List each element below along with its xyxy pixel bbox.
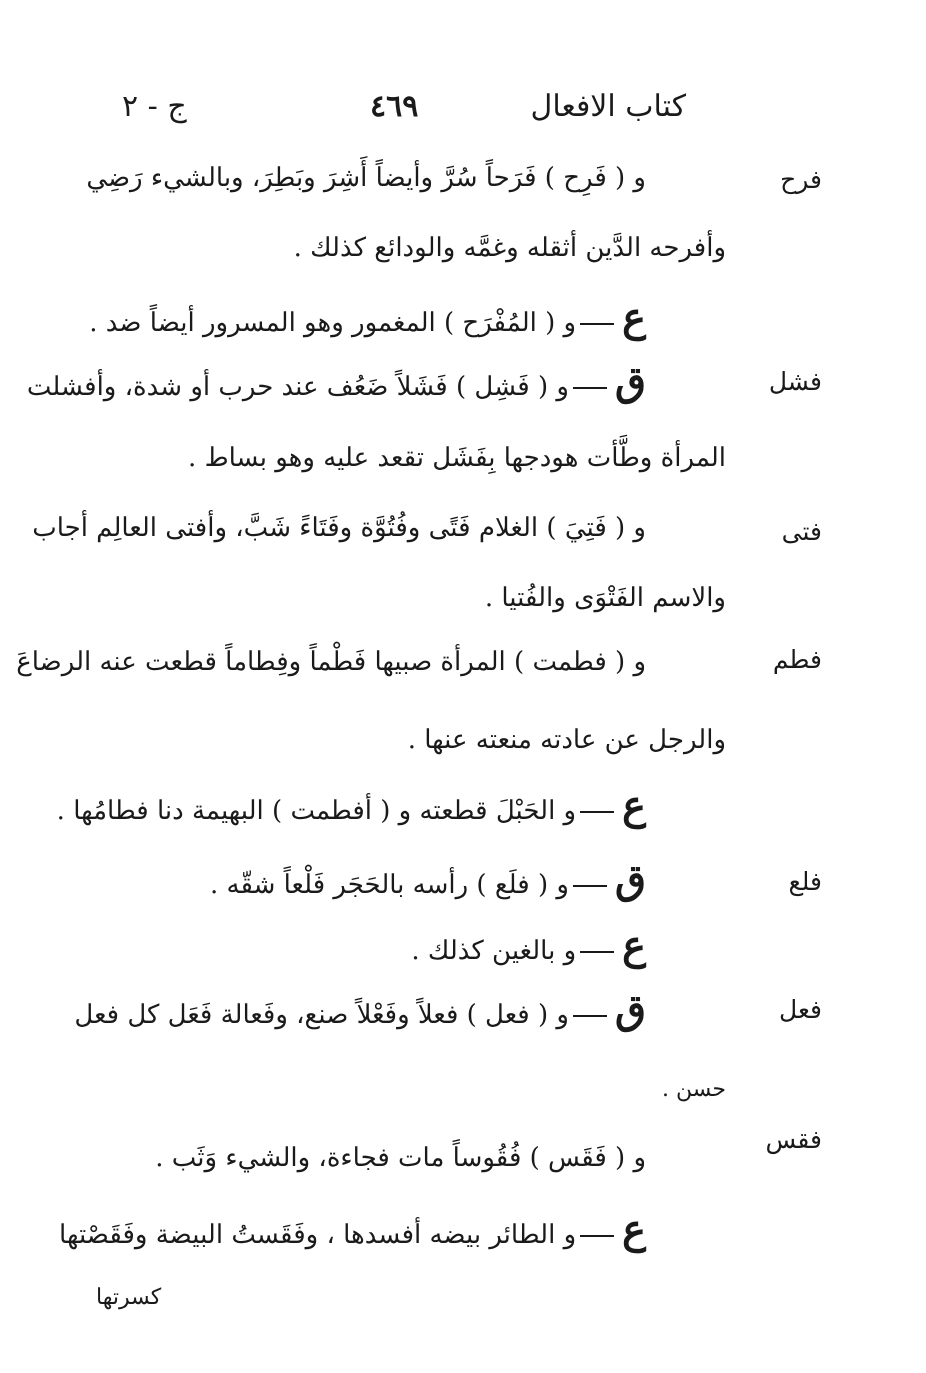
- entry-text-line: و ( فطمت ) المرأة صبيها فَطْماً وفِطاماً قطعت عنه الرضاعَ: [16, 647, 646, 677]
- source-marker: ق: [614, 856, 646, 903]
- entry-text: و بالغين كذلك .: [411, 936, 577, 966]
- entry-text-line: حسن .: [662, 1077, 726, 1102]
- source-marker: ع: [622, 294, 646, 341]
- dash-separator: [573, 1015, 607, 1017]
- entry-word: فطم: [772, 645, 822, 674]
- entry-word: فشل: [768, 367, 822, 396]
- entry-word: فعل: [779, 995, 822, 1024]
- volume-label: ج - ٢: [122, 89, 187, 124]
- entry-text-line: وأفرحه الدَّين أثقله وغمَّه والودائع كذلك .: [293, 233, 726, 263]
- dash-separator: [573, 387, 607, 389]
- source-marker: ق: [614, 358, 646, 405]
- page-number: ٤٦٩: [370, 89, 419, 124]
- entry-text-line: كسرتها: [96, 1285, 162, 1310]
- entry-text: و الطائر بيضه أفسدها ، وفَقَستُ البيضة وفَقَصْتها: [59, 1220, 577, 1250]
- dash-separator: [580, 811, 614, 813]
- entry-word: فقس: [765, 1125, 822, 1154]
- entry-text-line: والاسم الفَتْوَى والفُتيا .: [484, 583, 726, 613]
- source-marker: ع: [622, 782, 646, 829]
- source-marker: ع: [622, 922, 646, 969]
- entry-word: فرح: [780, 165, 822, 194]
- dash-separator: [573, 885, 607, 887]
- source-marker: ق: [614, 986, 646, 1033]
- entry-text: و ( فَشِل ) فَشَلاً ضَعُف عند حرب أو شدة، وأفشلت: [26, 372, 569, 402]
- entry-text-line: [57, 784, 646, 833]
- entry-text-line: [26, 358, 646, 409]
- entry-text-line: [89, 296, 646, 345]
- dash-separator: [580, 951, 614, 953]
- entry-word: فتى: [781, 517, 822, 546]
- page-header: [0, 82, 926, 132]
- entry-text-line: [411, 924, 646, 973]
- entry-text: و ( المُفْرَح ) المغمور وهو المسرور أيضاً ضد .: [89, 308, 577, 338]
- entry-text: و ( فعل ) فعلاً وفَعْلاً صنع، وفَعالة فَعَل كل فعل: [74, 1000, 569, 1030]
- entry-text-line: و ( فَقَس ) فُقُوساً مات فجاءة، والشيء وَثَب .: [155, 1143, 646, 1173]
- entry-text-line: و ( فَتِيَ ) الغلام فَتًى وفُتُوَّة وفَتَاءً شَبَّ، وأفتى العالِم أجاب: [32, 513, 646, 543]
- entry-text-line: المرأة وطَّأت هودجها بِفَشَل تقعد عليه وهو بساط .: [188, 443, 726, 473]
- entry-text-line: والرجل عن عادته منعته عنها .: [407, 725, 726, 755]
- entry-text-line: [210, 858, 646, 907]
- entry-text: و الحَبْلَ قطعته و ( أفطمت ) البهيمة دنا فطامُها .: [56, 796, 577, 826]
- entry-word: فلع: [788, 867, 822, 896]
- entry-text-line: [74, 986, 646, 1037]
- entry-text: و ( فلَع ) رأسه بالحَجَر فَلْعاً شقّه .: [209, 870, 569, 900]
- dash-separator: [580, 1235, 614, 1237]
- book-title: كتاب الافعال: [530, 89, 686, 124]
- entry-text-line: [59, 1206, 646, 1257]
- source-marker: ع: [622, 1206, 646, 1253]
- entry-text-line: و ( فَرِح ) فَرَحاً سُرَّ وأيضاً أَشِرَ وبَطِرَ، وبالشيء رَضِي: [86, 163, 646, 193]
- dash-separator: [580, 323, 614, 325]
